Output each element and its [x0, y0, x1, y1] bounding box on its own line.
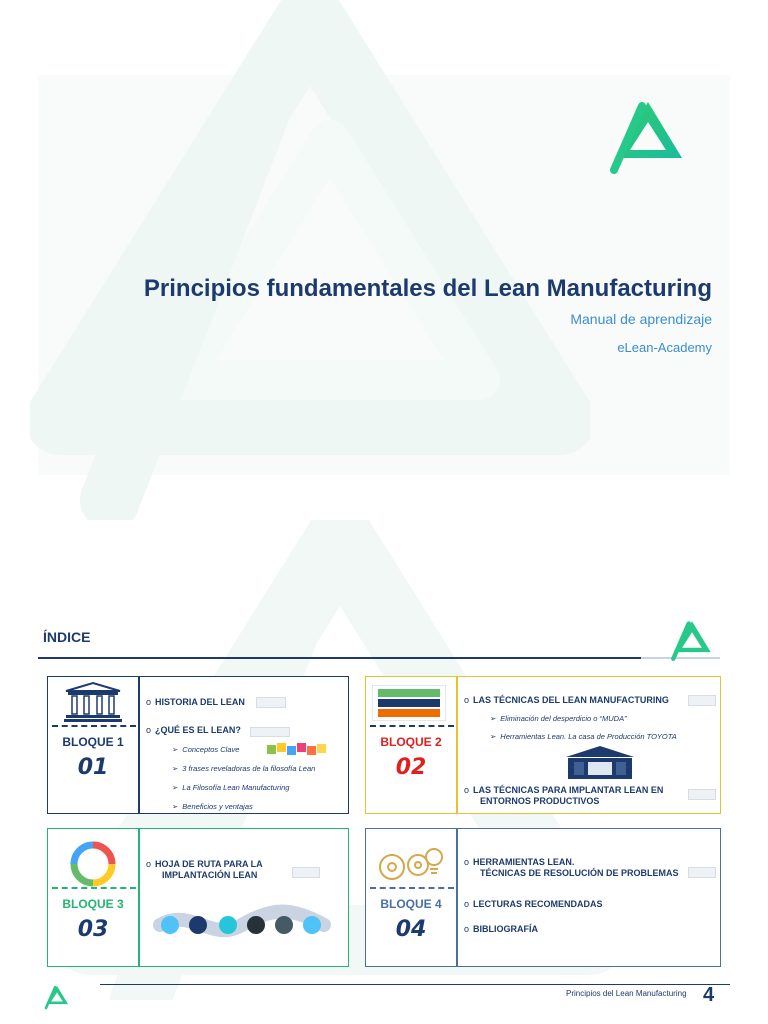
dashed-divider: [370, 725, 454, 727]
index-subitem[interactable]: ➢ Beneficios y ventajas: [172, 802, 253, 811]
index-item-bibliografia[interactable]: o BIBLIOGRAFÍA: [464, 924, 539, 934]
block-divider: [456, 829, 458, 966]
organization-name: eLean-Academy: [617, 340, 712, 355]
block-number: 04: [395, 917, 427, 942]
document-title: Principios fundamentales del Lean Manufacturing: [143, 275, 712, 302]
block-divider: [138, 677, 140, 813]
dashed-divider: [370, 887, 454, 889]
temple-icon: [62, 681, 124, 723]
index-item-herramientas[interactable]: o HERRAMIENTAS LEAN.: [464, 857, 575, 867]
footer-text: Principios del Lean Manufacturing: [566, 989, 687, 998]
index-item-tecnicas-lean[interactable]: o LAS TÉCNICAS DEL LEAN MANUFACTURING: [464, 695, 669, 705]
index-subitem[interactable]: ➢ Herramientas Lean. La casa de Producción TOYOTA: [490, 732, 677, 741]
index-item-hoja-ruta[interactable]: o HOJA DE RUTA PARA LA: [146, 859, 263, 869]
block-number: 02: [395, 755, 427, 780]
document-subtitle: Manual de aprendizaje: [570, 311, 712, 327]
thumbnail-image: [292, 867, 320, 878]
elean-logo-icon: [670, 618, 714, 662]
index-item-implantar-lean[interactable]: o LAS TÉCNICAS PARA IMPLANTAR LEAN EN: [464, 785, 664, 795]
index-subitem[interactable]: ➢ Eliminación del desperdicio o “MUDA”: [490, 714, 627, 723]
gears-bulb-icon: [374, 843, 446, 885]
block-label: BLOQUE 1: [62, 735, 124, 749]
block-divider: [138, 829, 140, 966]
block-divider: [456, 677, 458, 813]
block-number: 03: [77, 917, 109, 942]
index-heading: ÍNDICE: [43, 629, 91, 645]
dashed-divider: [52, 887, 136, 889]
index-item-implantar-lean-line2: ENTORNOS PRODUCTIVOS: [480, 796, 600, 806]
block-label: BLOQUE 2: [380, 735, 442, 749]
cycle-arrows-icon: [70, 841, 116, 887]
index-subitem[interactable]: ➢ 3 frases reveladoras de la filosofía Lean: [172, 764, 316, 773]
index-item-lecturas[interactable]: o LECTURAS RECOMENDADAS: [464, 899, 603, 909]
thumbnail-image: [250, 727, 290, 737]
dashed-divider: [52, 725, 136, 727]
index-subitem[interactable]: ➢ La Filosofía Lean Manufacturing: [172, 783, 290, 792]
block-2-card[interactable]: [365, 676, 721, 814]
index-divider-tail: [641, 657, 720, 659]
elean-logo-icon: [44, 984, 70, 1010]
block-3-card[interactable]: [47, 828, 349, 967]
process-table-icon: [372, 685, 446, 721]
block-1-card[interactable]: [47, 676, 349, 814]
block-number: 01: [77, 755, 109, 780]
block-label: BLOQUE 4: [380, 897, 442, 911]
index-subitem[interactable]: ➢ Conceptos Clave: [172, 745, 240, 754]
index-item-hoja-ruta-line2: IMPLANTACIÓN LEAN: [162, 870, 258, 880]
index-item-historia[interactable]: o HISTORIA DEL LEAN: [146, 697, 245, 707]
thumbnail-image: [688, 695, 716, 706]
index-item-que-es-lean[interactable]: o ¿QUÉ ES EL LEAN?: [146, 725, 241, 735]
roadmap-diagram-icon: [152, 903, 332, 945]
sticky-notes-icon: [266, 741, 328, 759]
page-number: 4: [703, 984, 715, 1006]
block-label: BLOQUE 3: [62, 897, 124, 911]
thumbnail-image: [256, 697, 286, 708]
thumbnail-image: [688, 867, 716, 878]
toyota-house-icon: [564, 745, 636, 781]
footer-divider: [100, 984, 730, 985]
index-divider: [38, 657, 641, 659]
thumbnail-image: [688, 789, 716, 800]
index-item-herramientas-line2: TÉCNICAS DE RESOLUCIÓN DE PROBLEMAS: [480, 868, 679, 878]
block-4-card[interactable]: [365, 828, 721, 967]
